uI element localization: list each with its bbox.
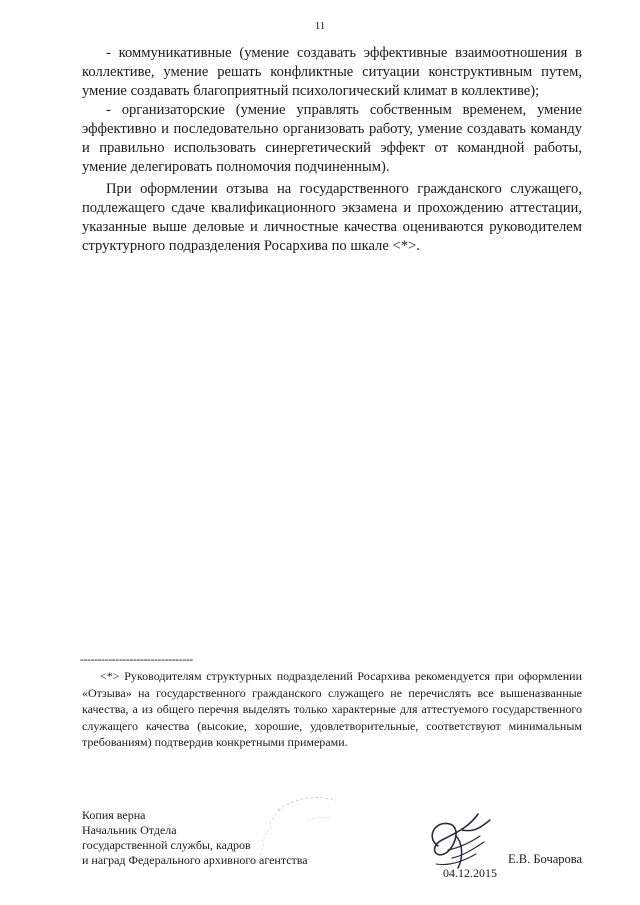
paragraph-communicative: - коммуникативные (умение создавать эффективные взаимоотношения в коллективе, умение решать конфликтные ситуации конструктивным путем, умение создавать благоприятный психологический климат в коллективе);	[82, 45, 582, 99]
footnote-text: <*> Руководителям структурных подразделений Росархива рекомендуется при оформлении «Отзыва» на государственного гражданского служащего не перечислять все вышеназванные качества, а из общего перечня выделять только характерные для аттестуемого государственного служащего качества (высокие, хорошие, удовлетворительные, соответствуют минимальным требованиям) подтвердив конкретными примерами.	[82, 669, 582, 749]
footnote	[82, 668, 582, 751]
copy-line-position: Начальник Отдела	[82, 823, 177, 837]
copy-line-certified: Копия верна	[82, 808, 146, 822]
copy-line-department: государственной службы, кадров	[82, 838, 251, 852]
main-text	[82, 44, 582, 256]
certification-block	[82, 808, 308, 868]
paragraph-organizational: - организаторские (умение управлять собственным временем, умение эффективно и последовательно организовать работу, умение создавать команду и правильно использовать синергетический эффект от командной работы, умение делегировать полномочия подчиненным).	[82, 102, 582, 175]
paragraph-review: При оформлении отзыва на государственного гражданского служащего, подлежащего сдаче квалификационного экзамена и прохождению аттестации, указанные выше деловые и личностные качества оцениваются руководителем структурного подразделения Росархива по шкале <*>.	[82, 181, 582, 254]
signer-name: Е.В. Бочарова	[508, 852, 583, 866]
certification-date: 04.12.2015	[443, 866, 497, 880]
copy-line-agency: и наград Федерального архивного агентства	[82, 853, 308, 867]
footnote-separator: --------------------------------	[80, 654, 193, 666]
page-number: 11	[314, 20, 326, 32]
